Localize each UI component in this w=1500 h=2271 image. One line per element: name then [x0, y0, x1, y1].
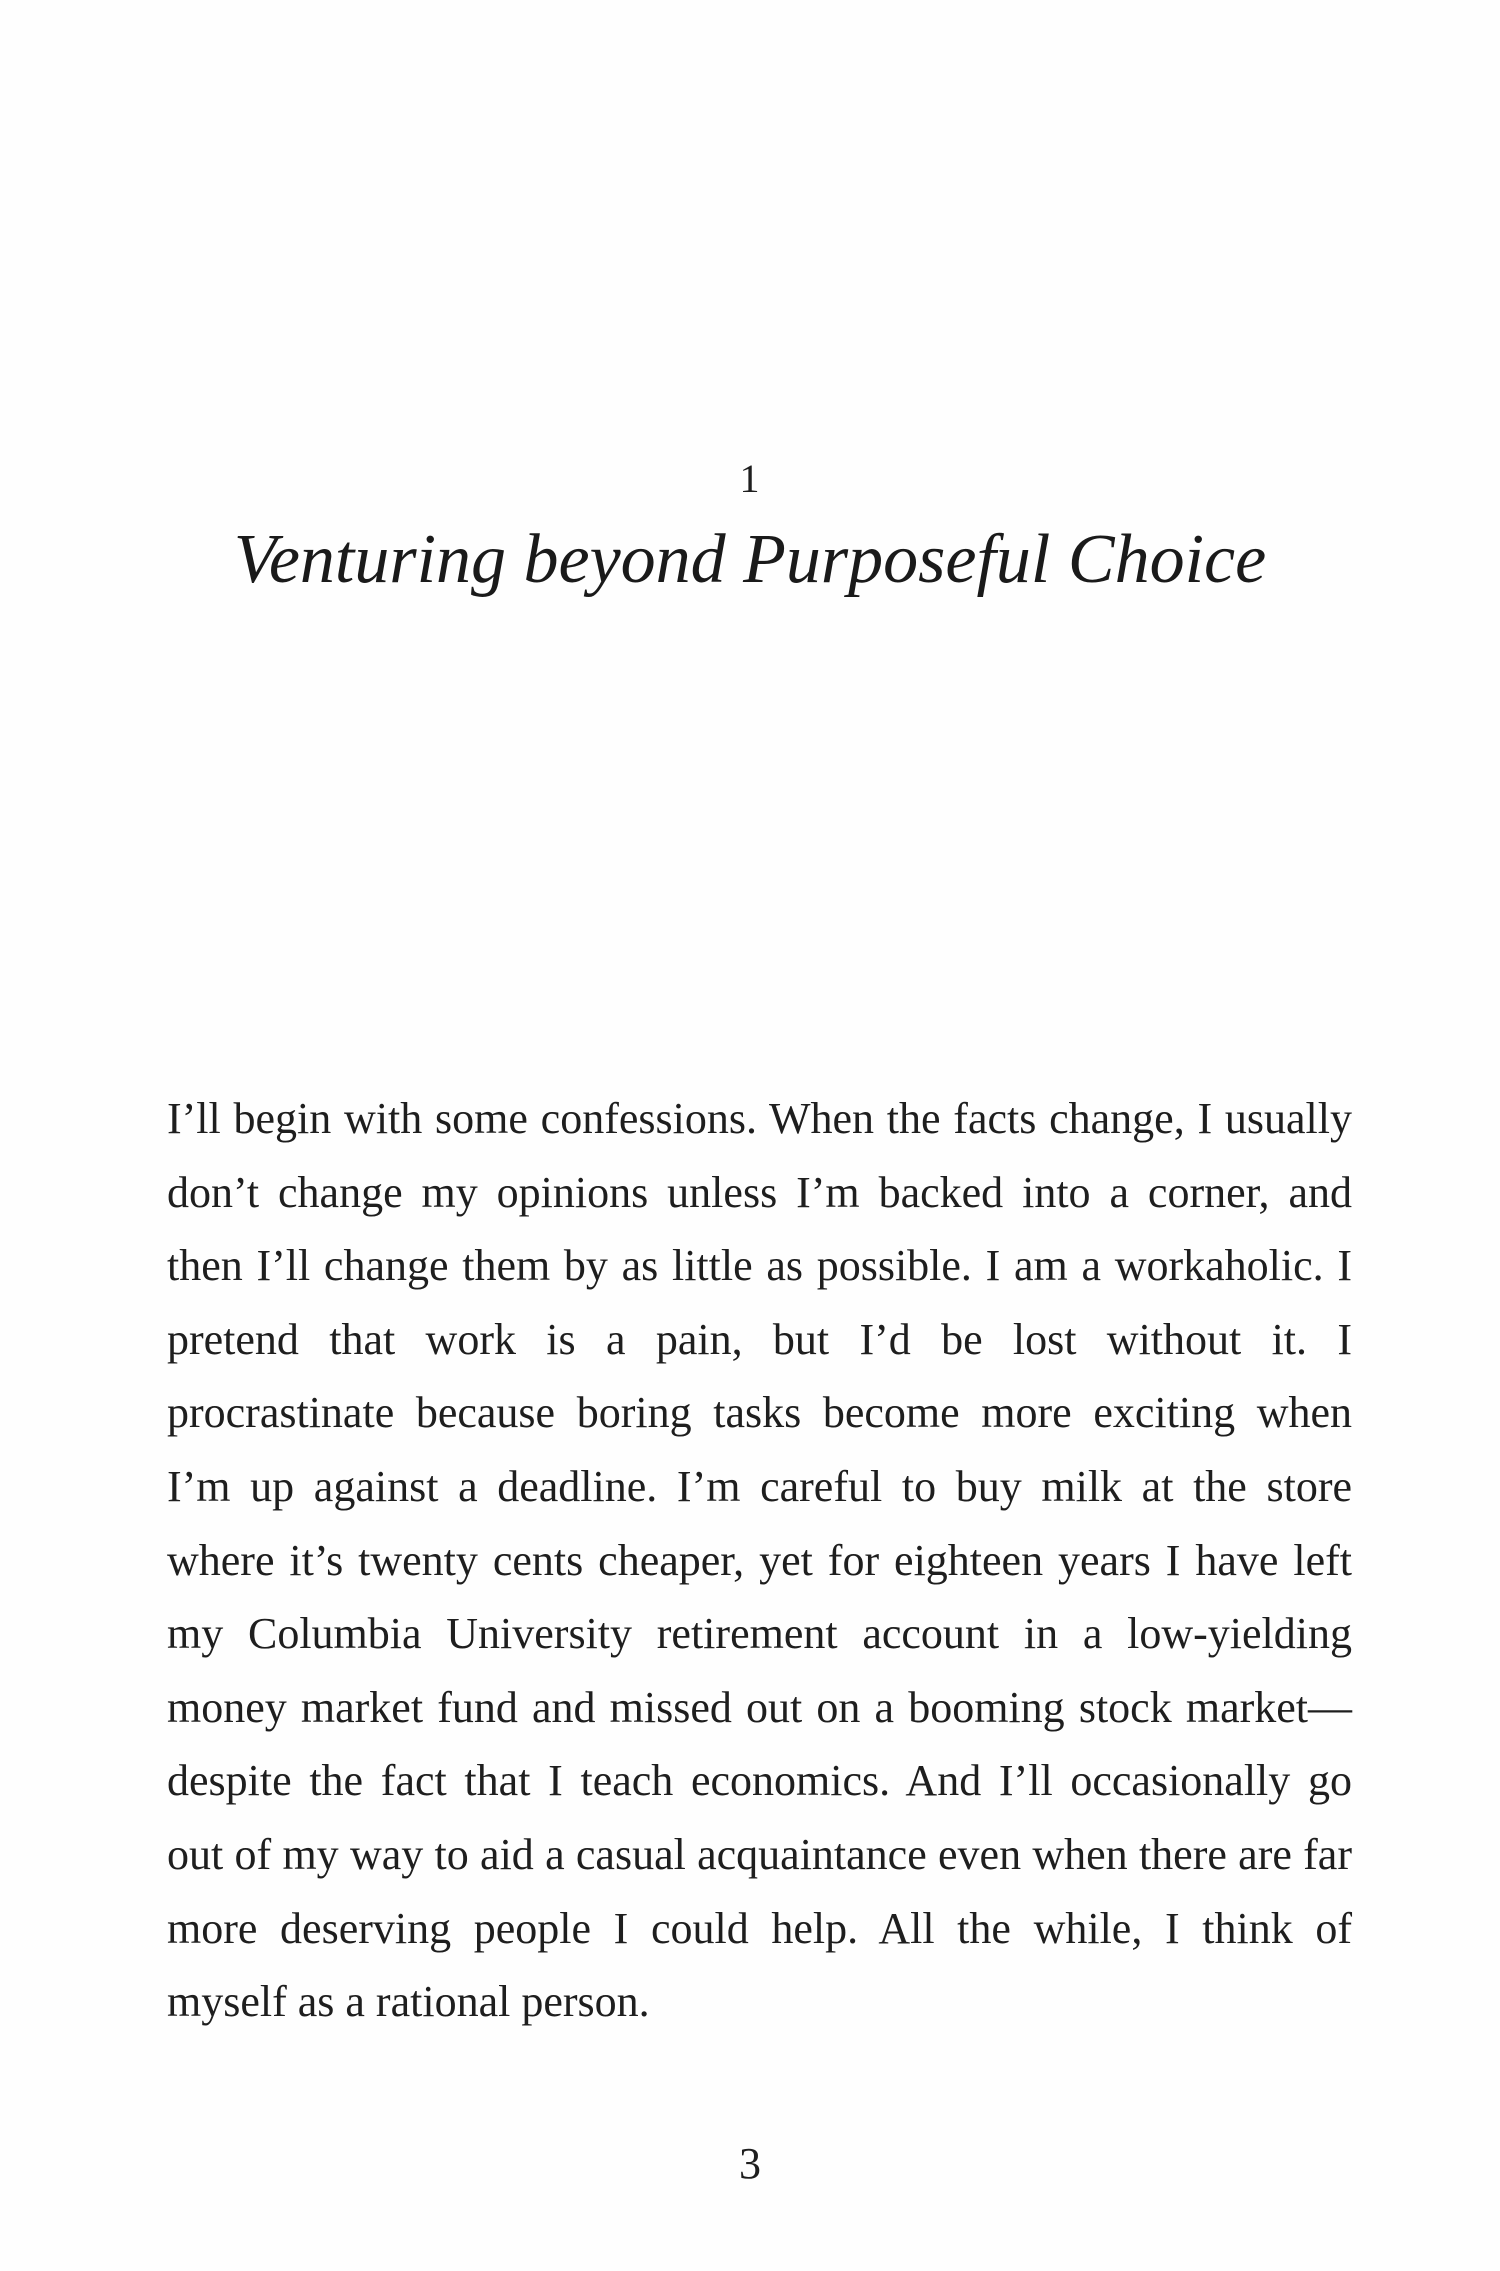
chapter-title: Venturing beyond Purposeful Choice [233, 521, 1267, 598]
body-paragraph: I’ll begin with some confessions. When the facts change, I usually don’t change my opinions unless I’m backed into a corner, and then I’ll change them by as little as possible. I am a workaholic. I pretend that work is a pain, but I’d be lost without it. I procrastinate because boring tasks become more exciting when I’m up against a deadline. I’m careful to buy milk at the store where it’s twenty cents cheaper, yet for eighteen years I have left my Columbia University retirement account in a low-yielding money market fund and missed out on a booming stock market—despite the fact that I teach economics. And I’ll occasionally go out of my way to aid a casual acquaintance even when there are far more deserving people I could help. All the while, I think of myself as a rational person. [167, 1094, 1352, 2027]
chapter-number: 1 [739, 456, 761, 501]
page-number: 3 [739, 2139, 761, 2188]
